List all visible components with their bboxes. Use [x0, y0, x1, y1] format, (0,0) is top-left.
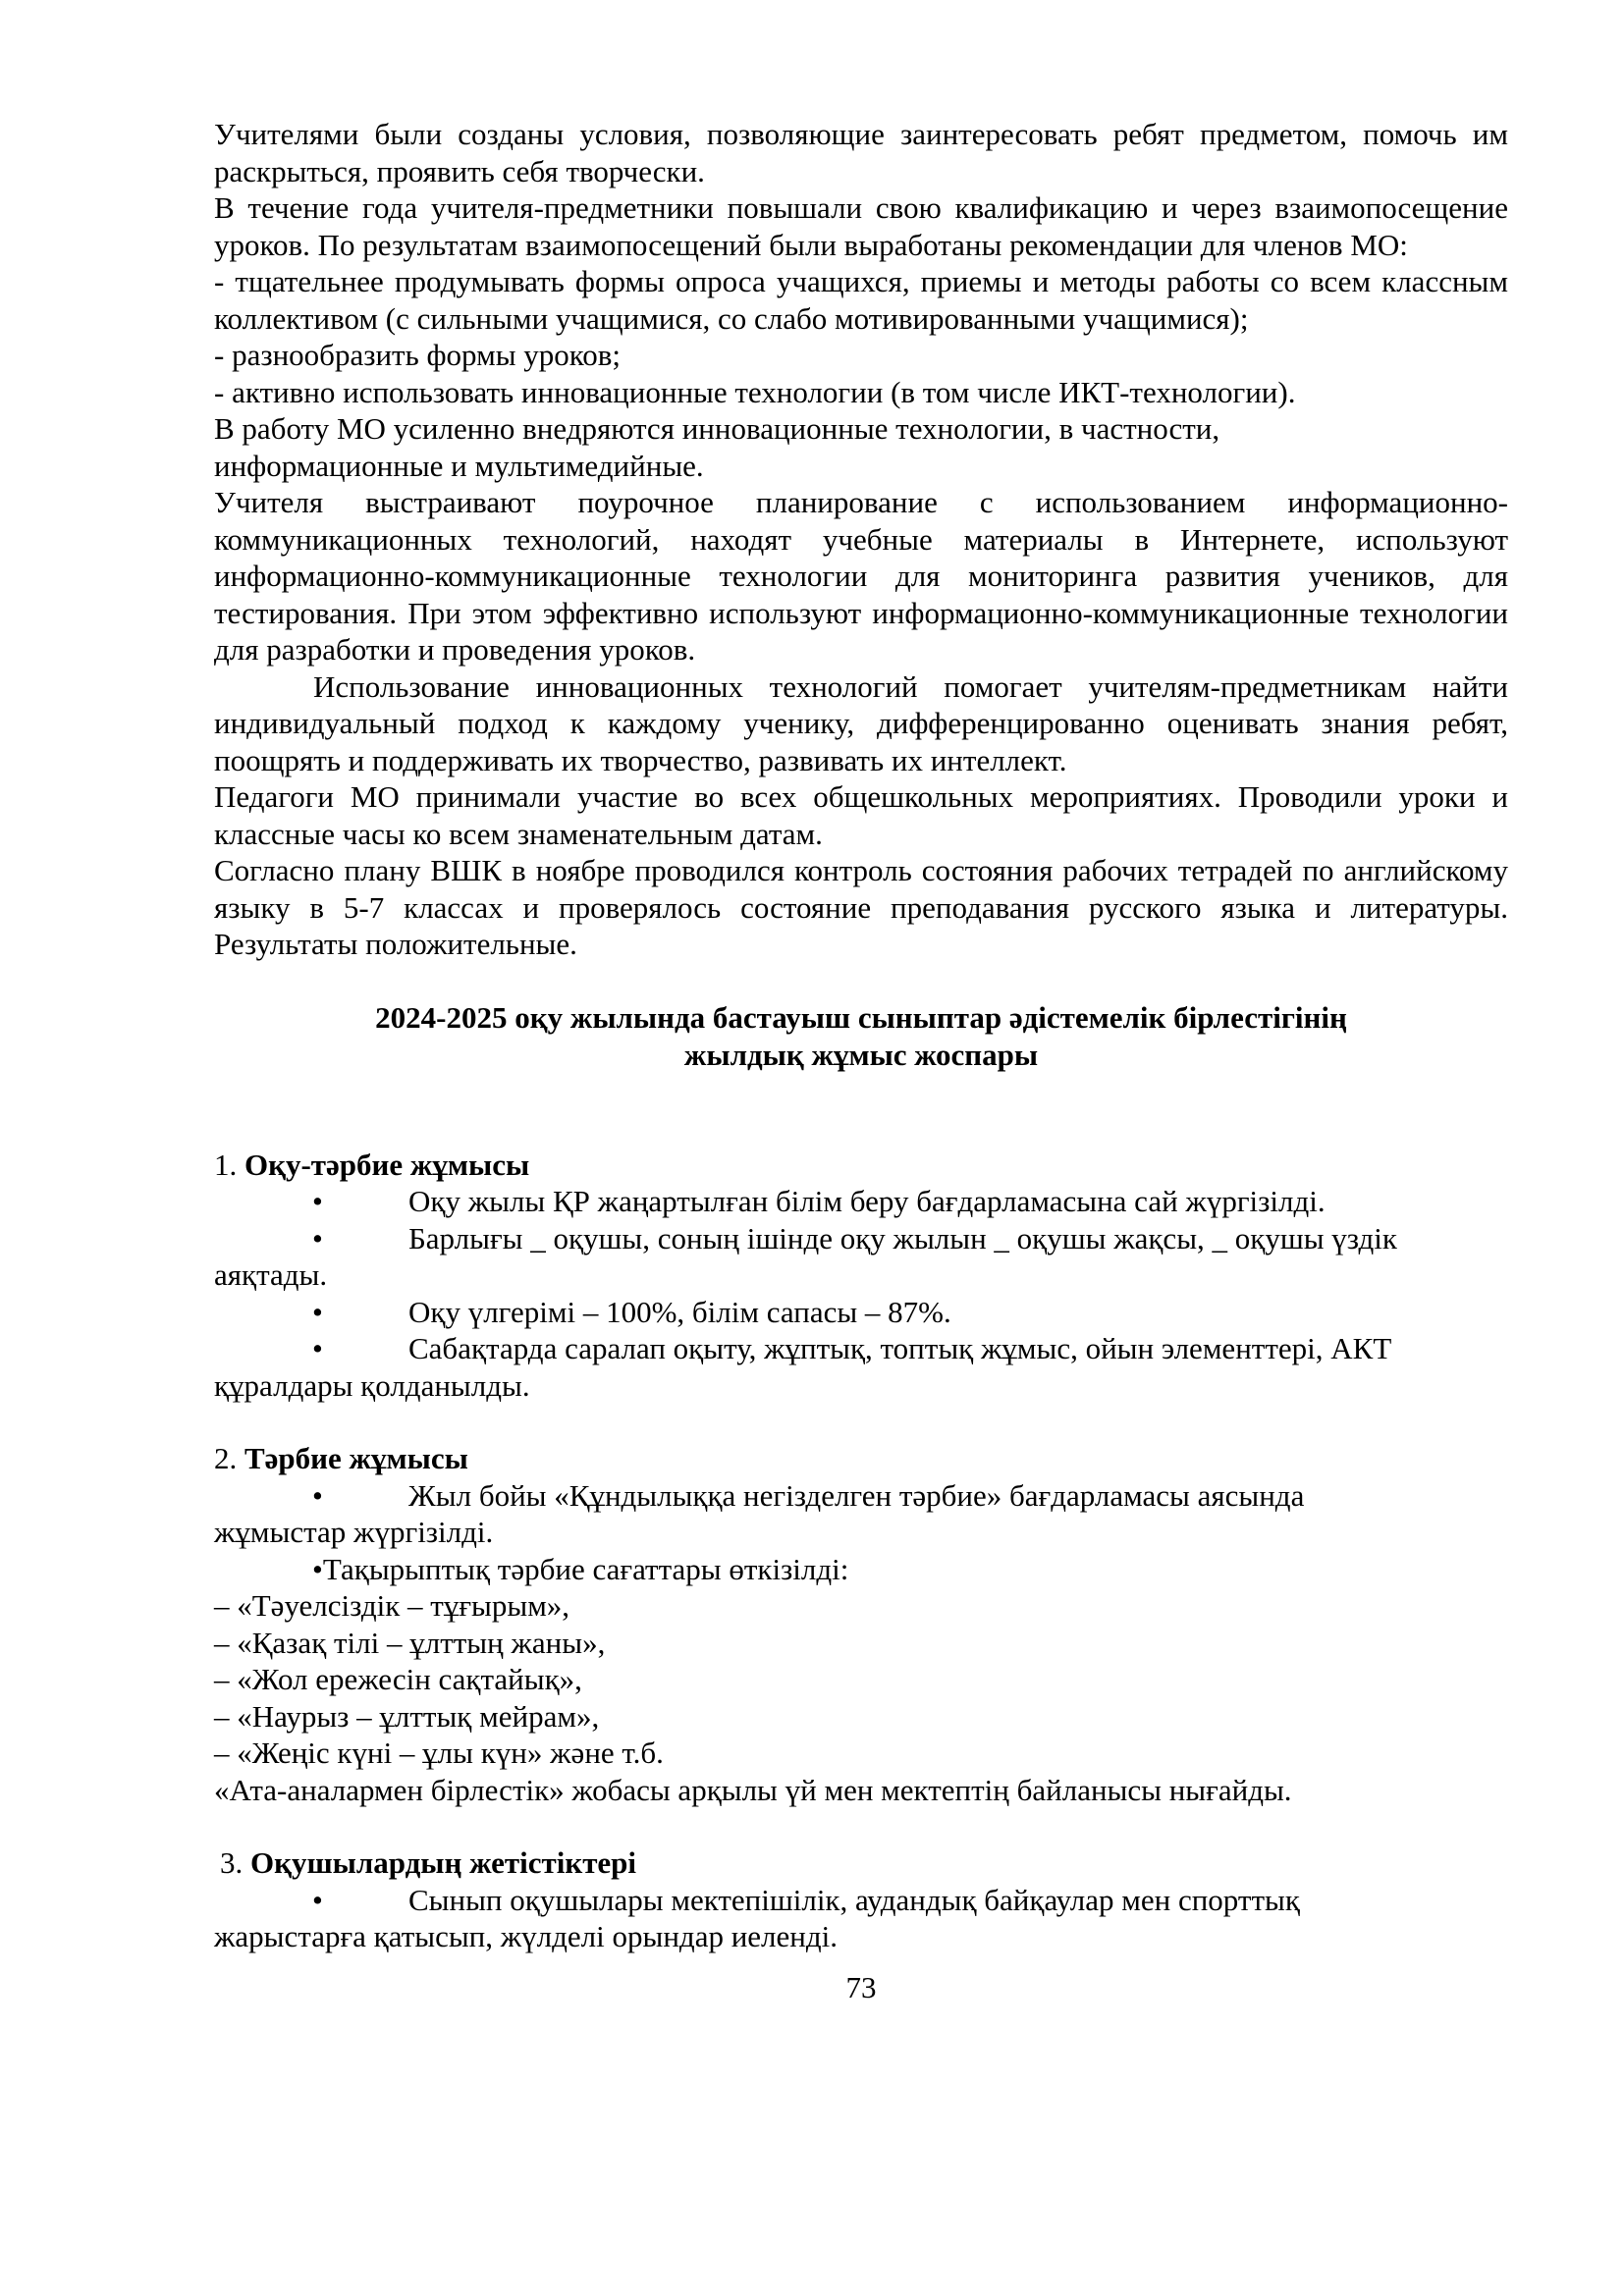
section-title: Тәрбие жұмысы [244, 1441, 468, 1475]
topic-item: – «Тәуелсіздік – тұғырым», [214, 1588, 570, 1623]
bullet-icon: • [312, 1220, 323, 1255]
spacer [214, 1074, 1508, 1147]
section-heading [214, 1440, 1508, 1477]
paragraph-line: В работу МО усиленно внедряются инновационные технологии, в частности, [214, 411, 1220, 446]
section-closing: «Ата-аналармен бірлестік» жобасы арқылы үй мен мектептің байланысы нығайды. [214, 1772, 1292, 1807]
section-title: Оқу-тәрбие жұмысы [244, 1147, 530, 1182]
plan-title-line: жылдық жұмыс жоспары [683, 1037, 1039, 1072]
section-heading [214, 1844, 1508, 1882]
bullet-text-continuation: жарыстарға қатысып, жүлделі орындар иеленді. [214, 1919, 839, 1953]
bullet-text-continuation: аяқтады. [214, 1257, 328, 1292]
bullet-text: Сабақтарда саралап оқыту, жұптық, топтық жұмыс, ойын элементтері, АКТ [408, 1331, 1392, 1365]
bullet-text: Жыл бойы «Құндылыққа негізделген тәрбие» бағдарламасы аясында [408, 1477, 1305, 1513]
section-heading [214, 1147, 1508, 1184]
section-title: Оқушылардың жетістіктері [250, 1845, 637, 1880]
paragraph-ict-planning: Учителя выстраивают поурочное планирование с использованием информационно-коммуникационных технологий, находят учебные материалы в Интернете, используют информационно-коммуникационные технологии для мониторинга развития учеников, для тестирования. При этом эффективно используют информационно-коммуникационные технологии для разработки и проведения уроков. [214, 485, 1508, 667]
paragraph-innovation [214, 410, 1508, 484]
bullet-icon: • [312, 1477, 323, 1513]
paragraph-innovation-benefits: Использование инновационных технологий помогает учителям-предметникам найти индивидуальный подход к каждому ученику, дифференцированно оценивать знания ребят, поощрять и поддерживать их творчество, развивать их интеллект. [214, 668, 1508, 777]
bullet-item-inline [214, 1551, 1508, 1588]
bullet-icon: • [312, 1331, 323, 1365]
recommendation-item: - активно использовать инновационные технологии (в том числе ИКТ-технологии). [214, 374, 1296, 409]
topic-item: – «Жол ережесін сақтайық», [214, 1662, 582, 1696]
bullet-text-continuation: құралдары қолданылды. [214, 1367, 530, 1403]
bullet-text: Сынып оқушылары мектепішілік, аудандық байқаулар мен спорттық [408, 1882, 1300, 1917]
paragraph-events: Педагоги МО принимали участие во всех общешкольных мероприятиях. Проводили уроки и классные часы ко всем знаменательным датам. [214, 779, 1508, 851]
topic-item: – «Наурыз – ұлттық мейрам», [214, 1698, 600, 1734]
document-page [214, 116, 1508, 2005]
paragraph-conditions: Учителями были созданы условия, позволяющие заинтересовать ребят предметом, помочь им раскрыться, проявить себя творчески. [214, 117, 1508, 188]
bullet-icon: • [312, 1882, 323, 1917]
bullet-text: Оқу жылы ҚР жаңартылған білім беру бағдарламасына сай жүргізілді. [408, 1184, 1326, 1218]
section-number: 3. [220, 1845, 244, 1880]
bullet-text: Барлығы _ оқушы, соның ішінде оқу жылын _ оқушы жақсы, _ оқушы үздік [408, 1220, 1397, 1255]
bullet-text: Тақырыптық тәрбие сағаттары өткізілді: [322, 1551, 849, 1586]
bullet-icon: • [312, 1551, 323, 1586]
paragraph-control: Согласно плану ВШК в ноябре проводился контроль состояния рабочих тетрадей по английскому языку в 5-7 классах и проверялось состояние преподавания русского языка и литературы. Результаты положительные. [214, 853, 1508, 961]
recommendation-item: - тщательнее продумывать формы опроса учащихся, приемы и методы работы со всем классным коллективом (с сильными учащимися, со слабо мотивированными учащимися); [214, 264, 1508, 336]
bullet-item [214, 1294, 1508, 1331]
bullet-item [214, 1183, 1508, 1220]
bullet-text: Оқу үлгерімі – 100%, білім сапасы – 87%. [408, 1294, 951, 1329]
spacer [214, 1808, 1508, 1844]
section-number: 1. [214, 1147, 238, 1182]
plan-title-line: 2024-2025 оқу жылында бастауыш сыныптар әдістемелік бірлестігінің [375, 999, 1347, 1035]
bullet-item [214, 1477, 1508, 1551]
bullet-icon: • [312, 1184, 323, 1218]
paragraph-qualification: В течение года учителя-предметники повышали свою квалификацию и через взаимопосещение уроков. По результатам взаимопосещений были выработаны рекомендации для членов МО: [214, 190, 1508, 262]
topic-item: – «Жеңіс күні – ұлы күн» және т.б. [214, 1735, 664, 1770]
bullet-item [214, 1330, 1508, 1404]
bullet-text-continuation: жұмыстар жүргізілді. [214, 1515, 494, 1549]
page-number: 73 [845, 1969, 877, 2004]
plan-title [214, 999, 1508, 1074]
paragraph-line: информационные и мультимедийные. [214, 448, 704, 483]
bullet-icon: • [312, 1294, 323, 1329]
section-number: 2. [214, 1441, 238, 1475]
spacer [214, 1404, 1508, 1440]
topic-item: – «Қазақ тілі – ұлттың жаны», [214, 1625, 606, 1660]
recommendation-item: - разнообразить формы уроков; [214, 338, 622, 372]
bullet-item [214, 1882, 1508, 1955]
bullet-item [214, 1220, 1508, 1294]
